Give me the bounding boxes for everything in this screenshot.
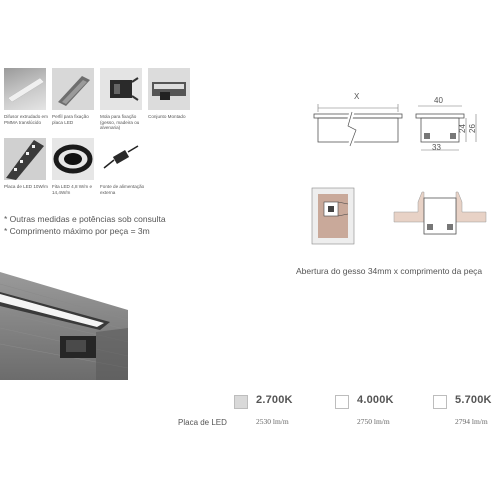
power-supply-caption: Fonte de alimentação externa [100, 184, 145, 195]
temp-5700k-label: 5.700K [455, 394, 492, 406]
warm-white-swatch [234, 395, 248, 409]
power-supply-photo [100, 138, 142, 180]
temp-4000k-label: 4.000K [357, 394, 394, 406]
assembled-set-caption: Conjunto Montado [148, 114, 186, 119]
technical-drawing [290, 88, 500, 268]
profile-photo [52, 68, 94, 110]
cool-white-swatch [433, 395, 447, 409]
lumens-4000k: 2750 lm/m [357, 417, 390, 426]
lumens-5700k: 2794 lm/m [455, 417, 488, 426]
inner-height-label: 24 [457, 124, 467, 133]
diffuser-photo [4, 68, 46, 110]
diffuser-caption: Difusor extrudado em PMMA translúcido [4, 114, 48, 125]
outer-height-label: 26 [467, 124, 477, 133]
note-max-length: * Comprimento máximo por peça = 3m [4, 226, 150, 236]
spring-clip-photo [100, 68, 142, 110]
temp-2700k-label: 2.700K [256, 394, 293, 406]
led-board-photo [4, 138, 46, 180]
profile-caption: Perfil para fixação placa LED [52, 114, 89, 125]
led-strip-photo [52, 138, 94, 180]
lumens-2700k: 2530 lm/m [256, 417, 289, 426]
note-other-sizes: * Outras medidas e potências sob consulta [4, 214, 166, 224]
led-board-row-label: Placa de LED [178, 418, 227, 427]
spring-clip-caption: Mola para fixação (gesso, madeira ou alvenaria) [100, 114, 140, 131]
assembled-set-photo [148, 68, 190, 110]
led-strip-caption: Fita LED 4,8 W/m e 14,4W/m [52, 184, 93, 195]
base-width-label: 33 [432, 143, 441, 152]
width-dimension-label: 40 [434, 96, 443, 105]
neutral-white-swatch [335, 395, 349, 409]
installed-profile-photo [0, 272, 128, 380]
drawing-caption: Abertura do gesso 34mm x comprimento da peça [296, 266, 483, 276]
led-board-caption: Placa de LED 10W/m [4, 184, 48, 189]
length-dimension-label: X [354, 92, 360, 101]
